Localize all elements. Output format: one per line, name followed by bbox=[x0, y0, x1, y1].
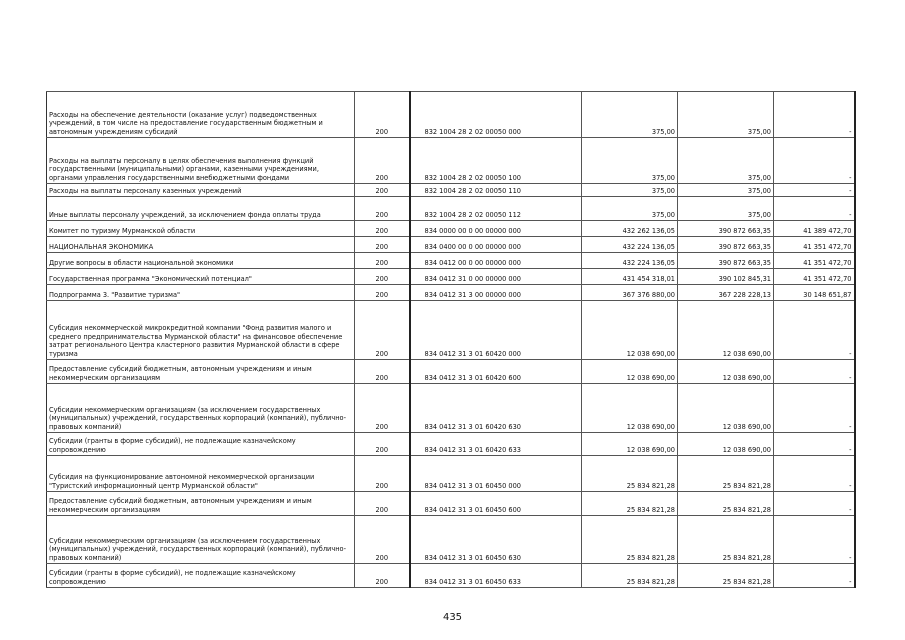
row-classification-code: 834 0400 00 0 00 00000 000 bbox=[410, 237, 582, 253]
row-value-2: 25 834 821,28 bbox=[678, 516, 774, 564]
row-value-3: 41 351 472,70 bbox=[774, 253, 855, 269]
row-value-1: 375,00 bbox=[582, 92, 678, 138]
row-name: Государственная программа "Экономический потенциал" bbox=[47, 269, 355, 285]
table-row bbox=[47, 197, 855, 221]
page-number: 435 bbox=[442, 612, 463, 623]
row-value-3: 41 389 472,70 bbox=[774, 221, 855, 237]
row-value-3: - bbox=[774, 197, 855, 221]
row-classification-code: 834 0000 00 0 00 00000 000 bbox=[410, 221, 582, 237]
row-name: Субсидия некоммерческой микрокредитной компании "Фонд развития малого и среднего предпринимательства Мурманской области" на финансовое обеспечение затрат регионального Центра кластерного развития Мурманской области в сфере туризма bbox=[47, 301, 355, 360]
row-name: Предоставление субсидий бюджетным, автономным учреждениям и иным некоммерческим организациям bbox=[47, 360, 355, 384]
row-value-2: 25 834 821,28 bbox=[678, 492, 774, 516]
row-value-3: - bbox=[774, 92, 855, 138]
row-code: 200 bbox=[355, 301, 410, 360]
row-code: 200 bbox=[355, 138, 410, 184]
row-code: 200 bbox=[355, 92, 410, 138]
row-name: Подпрограмма 3. "Развитие туризма" bbox=[47, 285, 355, 301]
row-name: Расходы на выплаты персоналу казенных учреждений bbox=[47, 184, 355, 197]
table-row bbox=[47, 221, 855, 237]
row-value-1: 12 038 690,00 bbox=[582, 384, 678, 433]
table-row bbox=[47, 285, 855, 301]
row-classification-code: 834 0412 31 3 01 60450 600 bbox=[410, 492, 582, 516]
row-code: 200 bbox=[355, 360, 410, 384]
table-row bbox=[47, 237, 855, 253]
row-code: 200 bbox=[355, 384, 410, 433]
row-value-1: 25 834 821,28 bbox=[582, 564, 678, 588]
row-name: Субсидии некоммерческим организациям (за исключением государственных (муниципальных) учреждений, государственных корпораций (компаний), публично-правовых компаний) bbox=[47, 516, 355, 564]
row-name: Субсидии (гранты в форме субсидий), не подлежащие казначейскому сопровождению bbox=[47, 433, 355, 456]
row-value-3: 41 351 472,70 bbox=[774, 237, 855, 253]
row-value-3: 41 351 472,70 bbox=[774, 269, 855, 285]
row-value-3: - bbox=[774, 301, 855, 360]
row-value-2: 390 872 663,35 bbox=[678, 237, 774, 253]
row-value-1: 432 224 136,05 bbox=[582, 253, 678, 269]
row-value-3: - bbox=[774, 564, 855, 588]
row-value-1: 375,00 bbox=[582, 197, 678, 221]
row-value-1: 432 224 136,05 bbox=[582, 237, 678, 253]
row-code: 200 bbox=[355, 285, 410, 301]
row-classification-code: 834 0412 31 3 01 60450 633 bbox=[410, 564, 582, 588]
row-value-1: 375,00 bbox=[582, 184, 678, 197]
row-value-2: 12 038 690,00 bbox=[678, 360, 774, 384]
row-name: Иные выплаты персоналу учреждений, за исключением фонда оплаты труда bbox=[47, 197, 355, 221]
row-name: НАЦИОНАЛЬНАЯ ЭКОНОМИКА bbox=[47, 237, 355, 253]
row-name: Другие вопросы в области национальной экономики bbox=[47, 253, 355, 269]
row-classification-code: 832 1004 28 2 02 00050 112 bbox=[410, 197, 582, 221]
row-value-2: 12 038 690,00 bbox=[678, 433, 774, 456]
row-value-1: 12 038 690,00 bbox=[582, 301, 678, 360]
row-code: 200 bbox=[355, 492, 410, 516]
row-classification-code: 834 0412 31 3 01 60420 630 bbox=[410, 384, 582, 433]
row-code: 200 bbox=[355, 184, 410, 197]
budget-table bbox=[46, 91, 856, 588]
row-value-1: 432 262 136,05 bbox=[582, 221, 678, 237]
table-row bbox=[47, 564, 855, 588]
row-name: Комитет по туризму Мурманской области bbox=[47, 221, 355, 237]
table-row bbox=[47, 184, 855, 197]
row-value-1: 431 454 318,01 bbox=[582, 269, 678, 285]
row-classification-code: 834 0412 31 3 01 60420 600 bbox=[410, 360, 582, 384]
table-row bbox=[47, 516, 855, 564]
row-value-2: 390 872 663,35 bbox=[678, 253, 774, 269]
row-value-3: - bbox=[774, 184, 855, 197]
row-value-1: 375,00 bbox=[582, 138, 678, 184]
row-name: Расходы на обеспечение деятельности (оказание услуг) подведомственных учреждений, в том числе на предоставление государственным бюджетным и автономным учреждениям субсидий bbox=[47, 92, 355, 138]
row-value-3: - bbox=[774, 433, 855, 456]
row-code: 200 bbox=[355, 433, 410, 456]
table-row bbox=[47, 269, 855, 285]
table-row bbox=[47, 253, 855, 269]
row-value-2: 12 038 690,00 bbox=[678, 384, 774, 433]
row-value-2: 390 872 663,35 bbox=[678, 221, 774, 237]
table-row bbox=[47, 456, 855, 492]
row-name: Субсидии некоммерческим организациям (за исключением государственных (муниципальных) учреждений, государственных корпораций (компаний), публично-правовых компаний) bbox=[47, 384, 355, 433]
row-value-1: 25 834 821,28 bbox=[582, 456, 678, 492]
row-value-2: 375,00 bbox=[678, 184, 774, 197]
row-classification-code: 834 0412 31 3 00 00000 000 bbox=[410, 285, 582, 301]
table-row bbox=[47, 384, 855, 433]
row-value-1: 25 834 821,28 bbox=[582, 516, 678, 564]
table-row bbox=[47, 92, 855, 138]
row-classification-code: 832 1004 28 2 02 00050 110 bbox=[410, 184, 582, 197]
row-code: 200 bbox=[355, 237, 410, 253]
row-value-2: 375,00 bbox=[678, 92, 774, 138]
row-code: 200 bbox=[355, 253, 410, 269]
table-row bbox=[47, 360, 855, 384]
row-value-2: 25 834 821,28 bbox=[678, 456, 774, 492]
row-value-3: - bbox=[774, 456, 855, 492]
row-value-2: 390 102 845,31 bbox=[678, 269, 774, 285]
row-classification-code: 834 0412 00 0 00 00000 000 bbox=[410, 253, 582, 269]
row-value-2: 12 038 690,00 bbox=[678, 301, 774, 360]
row-value-2: 375,00 bbox=[678, 138, 774, 184]
row-classification-code: 834 0412 31 3 01 60420 633 bbox=[410, 433, 582, 456]
row-classification-code: 832 1004 28 2 02 00050 000 bbox=[410, 92, 582, 138]
row-value-2: 25 834 821,28 bbox=[678, 564, 774, 588]
row-value-3: - bbox=[774, 384, 855, 433]
row-value-1: 12 038 690,00 bbox=[582, 360, 678, 384]
row-code: 200 bbox=[355, 564, 410, 588]
row-value-3: - bbox=[774, 516, 855, 564]
row-name: Субсидия на функционирование автономной некоммерческой организации "Туристский информационный центр Мурманской области" bbox=[47, 456, 355, 492]
row-classification-code: 834 0412 31 3 01 60420 000 bbox=[410, 301, 582, 360]
table-row bbox=[47, 433, 855, 456]
table-row bbox=[47, 301, 855, 360]
row-name: Субсидии (гранты в форме субсидий), не подлежащие казначейскому сопровождению bbox=[47, 564, 355, 588]
row-value-3: - bbox=[774, 360, 855, 384]
row-value-1: 367 376 880,00 bbox=[582, 285, 678, 301]
row-code: 200 bbox=[355, 221, 410, 237]
row-value-3: - bbox=[774, 138, 855, 184]
row-value-3: 30 148 651,87 bbox=[774, 285, 855, 301]
row-value-1: 25 834 821,28 bbox=[582, 492, 678, 516]
row-code: 200 bbox=[355, 197, 410, 221]
row-classification-code: 832 1004 28 2 02 00050 100 bbox=[410, 138, 582, 184]
row-name: Расходы на выплаты персоналу в целях обеспечения выполнения функций государственными (муниципальными) органами, казенными учреждениями, органами управления государственными внебюджетными фондами bbox=[47, 138, 355, 184]
row-value-3: - bbox=[774, 492, 855, 516]
row-code: 200 bbox=[355, 269, 410, 285]
table-row bbox=[47, 492, 855, 516]
row-value-2: 375,00 bbox=[678, 197, 774, 221]
row-name: Предоставление субсидий бюджетным, автономным учреждениям и иным некоммерческим организациям bbox=[47, 492, 355, 516]
row-classification-code: 834 0412 31 3 01 60450 630 bbox=[410, 516, 582, 564]
table-row bbox=[47, 138, 855, 184]
row-code: 200 bbox=[355, 456, 410, 492]
row-classification-code: 834 0412 31 0 00 00000 000 bbox=[410, 269, 582, 285]
row-value-1: 12 038 690,00 bbox=[582, 433, 678, 456]
row-code: 200 bbox=[355, 516, 410, 564]
row-classification-code: 834 0412 31 3 01 60450 000 bbox=[410, 456, 582, 492]
row-value-2: 367 228 228,13 bbox=[678, 285, 774, 301]
